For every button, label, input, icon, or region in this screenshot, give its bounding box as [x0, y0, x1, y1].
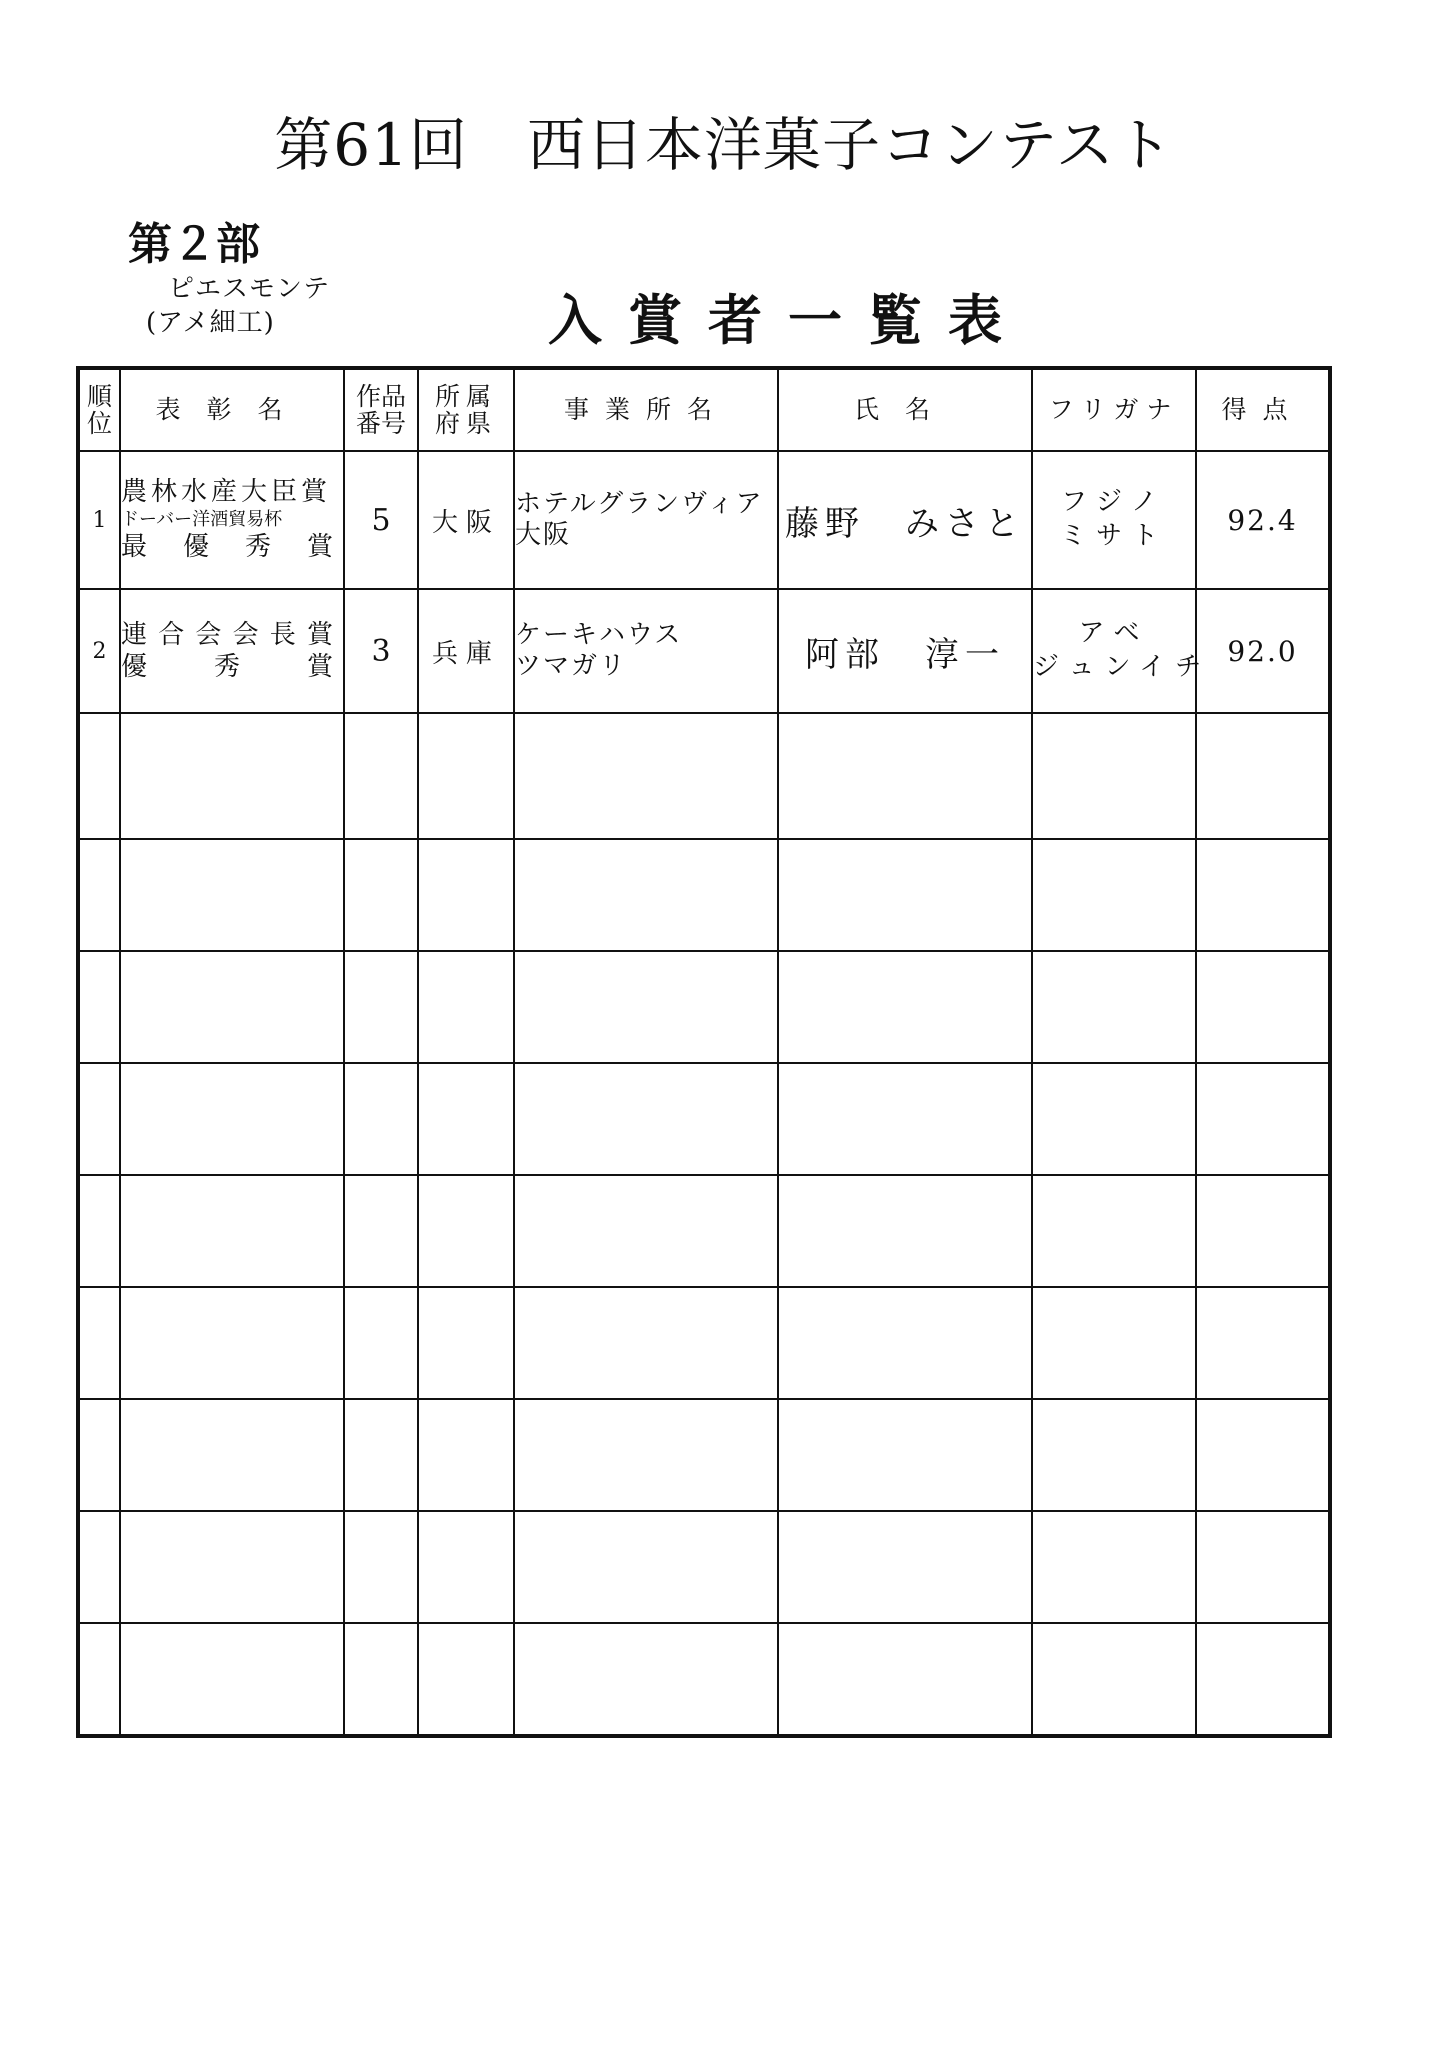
empty-cell	[1196, 1623, 1330, 1736]
empty-row	[78, 1511, 1330, 1623]
empty-cell	[1196, 951, 1330, 1063]
empty-cell	[78, 1287, 120, 1399]
empty-cell	[78, 1511, 120, 1623]
empty-cell	[120, 951, 344, 1063]
empty-cell	[418, 951, 514, 1063]
header-row	[78, 368, 1330, 451]
work-number-cell: 3	[344, 589, 418, 713]
list-title: 入賞者一覧表	[548, 288, 1028, 352]
col-header-score: 得点	[1196, 368, 1330, 451]
empty-cell	[514, 1399, 778, 1511]
empty-cell	[344, 713, 418, 839]
reading-cell	[1032, 589, 1212, 713]
col-header-award: 表彰名	[120, 368, 344, 451]
empty-cell	[120, 839, 344, 951]
award-name: 連合会会長賞	[121, 619, 337, 650]
rank-cell: 2	[78, 589, 120, 713]
score-cell: 92.0	[1196, 589, 1330, 713]
empty-cell	[120, 1511, 344, 1623]
results-table	[76, 366, 1332, 1738]
empty-cell	[514, 1175, 778, 1287]
office-cell	[514, 451, 778, 589]
col-header-office: 事業所名	[514, 368, 778, 451]
empty-cell	[344, 1399, 418, 1511]
empty-cell	[778, 1175, 1032, 1287]
empty-cell	[418, 1175, 514, 1287]
empty-cell	[120, 1175, 344, 1287]
reading-cell	[1032, 451, 1196, 589]
empty-cell	[1032, 1175, 1196, 1287]
reading-text: フジノ	[1061, 487, 1167, 518]
empty-cell	[344, 1175, 418, 1287]
empty-cell	[778, 713, 1032, 839]
empty-cell	[514, 839, 778, 951]
empty-cell	[514, 1287, 778, 1399]
empty-cell	[514, 713, 778, 839]
empty-cell	[778, 1511, 1032, 1623]
empty-cell	[778, 951, 1032, 1063]
empty-cell	[514, 1511, 778, 1623]
empty-cell	[778, 1399, 1032, 1511]
empty-cell	[418, 1063, 514, 1175]
empty-cell	[78, 1399, 120, 1511]
empty-cell	[418, 1623, 514, 1736]
col-header-reading: フリガナ	[1032, 368, 1196, 451]
award-name: 優秀賞	[121, 652, 337, 682]
empty-cell	[1032, 1399, 1196, 1511]
empty-cell	[344, 1511, 418, 1623]
office-name: ケーキハウス	[515, 619, 683, 650]
table-row	[78, 589, 1330, 713]
empty-cell	[120, 1399, 344, 1511]
empty-row	[78, 951, 1330, 1063]
name-cell: 阿部 淳一	[778, 589, 1032, 713]
empty-cell	[78, 713, 120, 839]
empty-cell	[418, 1399, 514, 1511]
empty-row	[78, 1287, 1330, 1399]
section-label: 第２部	[128, 219, 260, 270]
document-title: 第61回 西日本洋菓子コンテスト	[274, 111, 1174, 179]
empty-cell	[1196, 1175, 1330, 1287]
empty-cell	[1196, 1399, 1330, 1511]
empty-cell	[344, 839, 418, 951]
empty-cell	[1032, 839, 1196, 951]
empty-cell	[120, 1063, 344, 1175]
empty-cell	[120, 713, 344, 839]
empty-cell	[1196, 1063, 1330, 1175]
empty-cell	[344, 1287, 418, 1399]
empty-row	[78, 713, 1330, 839]
name-cell: 藤野 みさと	[778, 451, 1032, 589]
reading-text: ジュンイチ	[1033, 652, 1212, 682]
empty-cell	[418, 839, 514, 951]
empty-cell	[120, 1623, 344, 1736]
award-name: 農林水産大臣賞	[121, 477, 332, 508]
empty-cell	[418, 713, 514, 839]
reading-text: ミサト	[1059, 521, 1168, 551]
reading-text: アベ	[1078, 618, 1150, 649]
work-number-cell: 5	[344, 451, 418, 589]
empty-cell	[78, 951, 120, 1063]
empty-cell	[418, 1287, 514, 1399]
empty-cell	[514, 951, 778, 1063]
empty-cell	[344, 1063, 418, 1175]
col-header-name: 氏名	[778, 368, 1032, 451]
table-row	[78, 451, 1330, 589]
empty-cell	[778, 839, 1032, 951]
empty-cell	[1032, 713, 1196, 839]
category-label: (アメ細工)	[146, 308, 275, 338]
office-name: ツマガリ	[515, 651, 628, 681]
empty-cell	[78, 1623, 120, 1736]
col-header-rank: 順位	[78, 368, 120, 451]
prefecture-cell: 大阪	[418, 451, 514, 589]
empty-cell	[78, 839, 120, 951]
office-name: 大阪	[515, 520, 572, 550]
empty-cell	[344, 1623, 418, 1736]
award-name: 最優秀賞	[121, 532, 337, 563]
empty-cell	[78, 1063, 120, 1175]
office-cell	[514, 589, 778, 713]
empty-cell	[78, 1175, 120, 1287]
empty-cell	[778, 1287, 1032, 1399]
empty-cell	[514, 1623, 778, 1736]
empty-cell	[514, 1063, 778, 1175]
empty-cell	[120, 1287, 344, 1399]
score-cell: 92.4	[1196, 451, 1330, 589]
empty-cell	[1196, 1287, 1330, 1399]
empty-cell	[778, 1623, 1032, 1736]
empty-cell	[1196, 1511, 1330, 1623]
empty-cell	[344, 951, 418, 1063]
award-cell	[120, 451, 344, 589]
empty-row	[78, 1063, 1330, 1175]
prefecture-cell: 兵庫	[418, 589, 514, 713]
empty-cell	[1032, 951, 1196, 1063]
empty-cell	[778, 1063, 1032, 1175]
rank-cell: 1	[78, 451, 120, 589]
empty-cell	[1032, 1623, 1196, 1736]
empty-cell	[1032, 1511, 1196, 1623]
empty-cell	[1032, 1063, 1196, 1175]
col-header-prefecture: 所属府県	[418, 368, 514, 451]
empty-row	[78, 1175, 1330, 1287]
award-cell	[120, 589, 344, 713]
empty-cell	[1196, 713, 1330, 839]
office-name: ホテルグランヴィア	[515, 488, 764, 519]
empty-cell	[418, 1511, 514, 1623]
award-name: ドーバー洋酒貿易杯	[121, 508, 283, 530]
empty-row	[78, 1399, 1330, 1511]
col-header-work-no: 作品番号	[344, 368, 418, 451]
empty-row	[78, 1623, 1330, 1736]
empty-cell	[1196, 839, 1330, 951]
empty-cell	[1032, 1287, 1196, 1399]
empty-row	[78, 839, 1330, 951]
category-reading: ピエスモンテ	[168, 274, 331, 304]
